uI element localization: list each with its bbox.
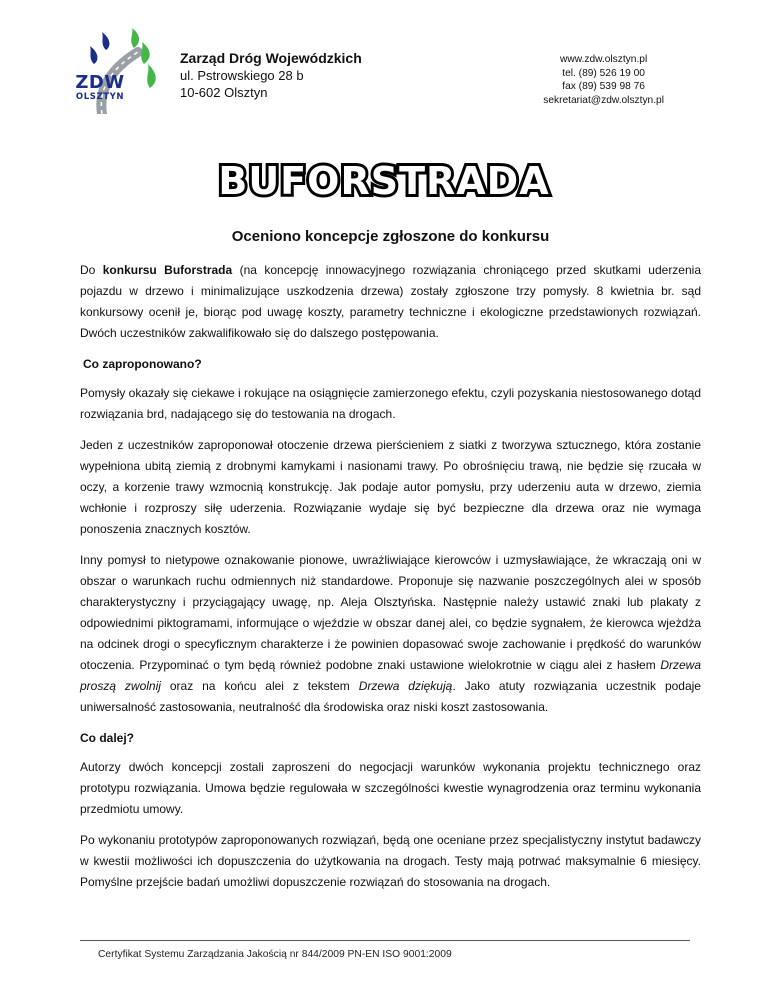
paragraph-2: Jeden z uczestników zaproponował otoczenie drzewa pierścieniem z siatki z tworzywa sztucznego, która zostanie wypełniona ubitą ziemią z drobnymi kamykami i nasionami trawy. Po obrośnięciu trawą, nie będzie się rzucała w oczy, a korzenie trawy wzmocnią konstrukcję. Jak podaje autor pomysłu, przy uderzeniu auta w drzewo, ziemia wchłonie i rozproszy siłę uderzenia. Rozwiązanie wydaje się być bezpieczne dla drzewa oraz nie wymaga ponoszenia znacznych kosztów. xyxy=(80,438,701,536)
contact-email[interactable]: sekretariat@zdw.olsztyn.pl xyxy=(543,94,664,106)
page-header xyxy=(0,0,768,140)
section-heading-proposals: Co zaproponowano? xyxy=(83,357,202,371)
intro-post: (na koncepcję innowacyjnego rozwiązania chroniącego przed skutkami uderzenia pojazdu w drzewo i minimalizujące uszkodzenia drzewa) zostały zgłoszone trzy pomysły. 8 kwietnia br. sąd konkursowy ocenił je, biorąc pod uwagę koszty, parametry techniczne i ekologiczne przedstawionych rozwiązań. Dwóch uczestników zakwalifikowało się do dalszego postępowania. xyxy=(80,263,701,340)
paragraph-5: Po wykonaniu prototypów zaproponowanych rozwiązań, będą one oceniane przez specjalistyczny instytut badawczy w kwestii możliwości ich dopuszczenia do użytkowania na drogach. Testy mają potrwać maksymalnie 6 miesięcy. Pomyślne przejście badań umożliwi dopuszczenie rozwiązań do stosowania na drogach. xyxy=(80,833,701,889)
p3-part-a: Inny pomysł to nietypowe oznakowanie pionowe, uwrażliwiające kierowców i uzmysławiające, że wkraczają oni w obszar o warunkach ruchu odmiennych niż standardowe. Proponuje się nazwanie poszczególnych alei w sposób charakterystyczny i przyciągający uwagę, np. Aleja Olsztyńska. Następnie należy ustawić znaki lub plakaty z odpowiednimi piktogramami, informujące o wjeździe w obszar danej alei, co będzie sygnałem, że kierowca wjeżdża na odcinek drogi o specyficznym charakterze i że powinien dopasować swoje zachowanie i prędkość do warunków otoczenia. Przypominać o tym będą również podobne znaki ustawione wielokrotnie w ciągu alei z hasłem xyxy=(80,553,701,672)
intro-pre: Do xyxy=(80,263,103,277)
article-headline: Oceniono koncepcje zgłoszone do konkursu xyxy=(231,228,550,245)
logo-city: OLSZTYN xyxy=(75,92,125,102)
brand-title-graphic xyxy=(204,158,564,202)
contact-info xyxy=(543,53,664,107)
footer-certificate: Certyfikat Systemu Zarządzania Jakością nr 844/2009 PN-EN ISO 9001:2009 xyxy=(98,949,452,960)
organization-street: ul. Pstrowskiego 28 b xyxy=(180,68,304,83)
intro-bold: konkursu Buforstrada xyxy=(102,263,233,277)
paragraph-1: Pomysły okazały się ciekawe i rokujące na osiągnięcie zamierzonego efektu, czyli pozyskania niestosowanego dotąd rozwiązania brd, nadającego się do testowania na drogach. xyxy=(80,386,701,421)
footer-divider xyxy=(80,940,690,941)
paragraph-4: Autorzy dwóch koncepcji zostali zaproszeni do negocjacji warunków wykonania projektu technicznego oraz prototypu rozwiązania. Umowa będzie regulowała w szczególności kwestie wynagrodzenia oraz terminu wykonania przedmiotu umowy. xyxy=(80,760,701,816)
organization-city: 10-602 Olsztyn xyxy=(180,85,268,100)
p3-part-b: oraz na końcu alei z tekstem xyxy=(160,679,359,693)
paragraph-3 xyxy=(80,550,701,718)
section-heading-next-steps: Co dalej? xyxy=(80,731,135,745)
organization-name: Zarząd Dróg Wojewódzkich xyxy=(180,50,362,66)
brand-title: BUFORSTRADA xyxy=(218,159,550,202)
organization-address xyxy=(180,50,362,101)
contact-tel: tel. (89) 526 19 00 xyxy=(562,67,645,79)
logo-text xyxy=(72,74,128,102)
article xyxy=(80,228,701,903)
intro-paragraph xyxy=(80,260,701,344)
contact-fax: fax (89) 539 98 76 xyxy=(562,81,645,92)
zdw-logo xyxy=(72,28,162,114)
p3-emphasis-1: Drzewa proszą zwolnij xyxy=(80,658,701,693)
p3-emphasis-2: Drzewa dziękują xyxy=(358,679,453,693)
p3-part-c: . Jako atuty rozwiązania uczestnik podaje uniwersalność zastosowania, neutralność dla środowiska oraz niski koszt zastosowania. xyxy=(80,679,701,714)
brand-banner xyxy=(0,158,768,202)
logo-zdw: ZDW xyxy=(75,72,125,93)
contact-www[interactable]: www.zdw.olsztyn.pl xyxy=(560,54,648,65)
